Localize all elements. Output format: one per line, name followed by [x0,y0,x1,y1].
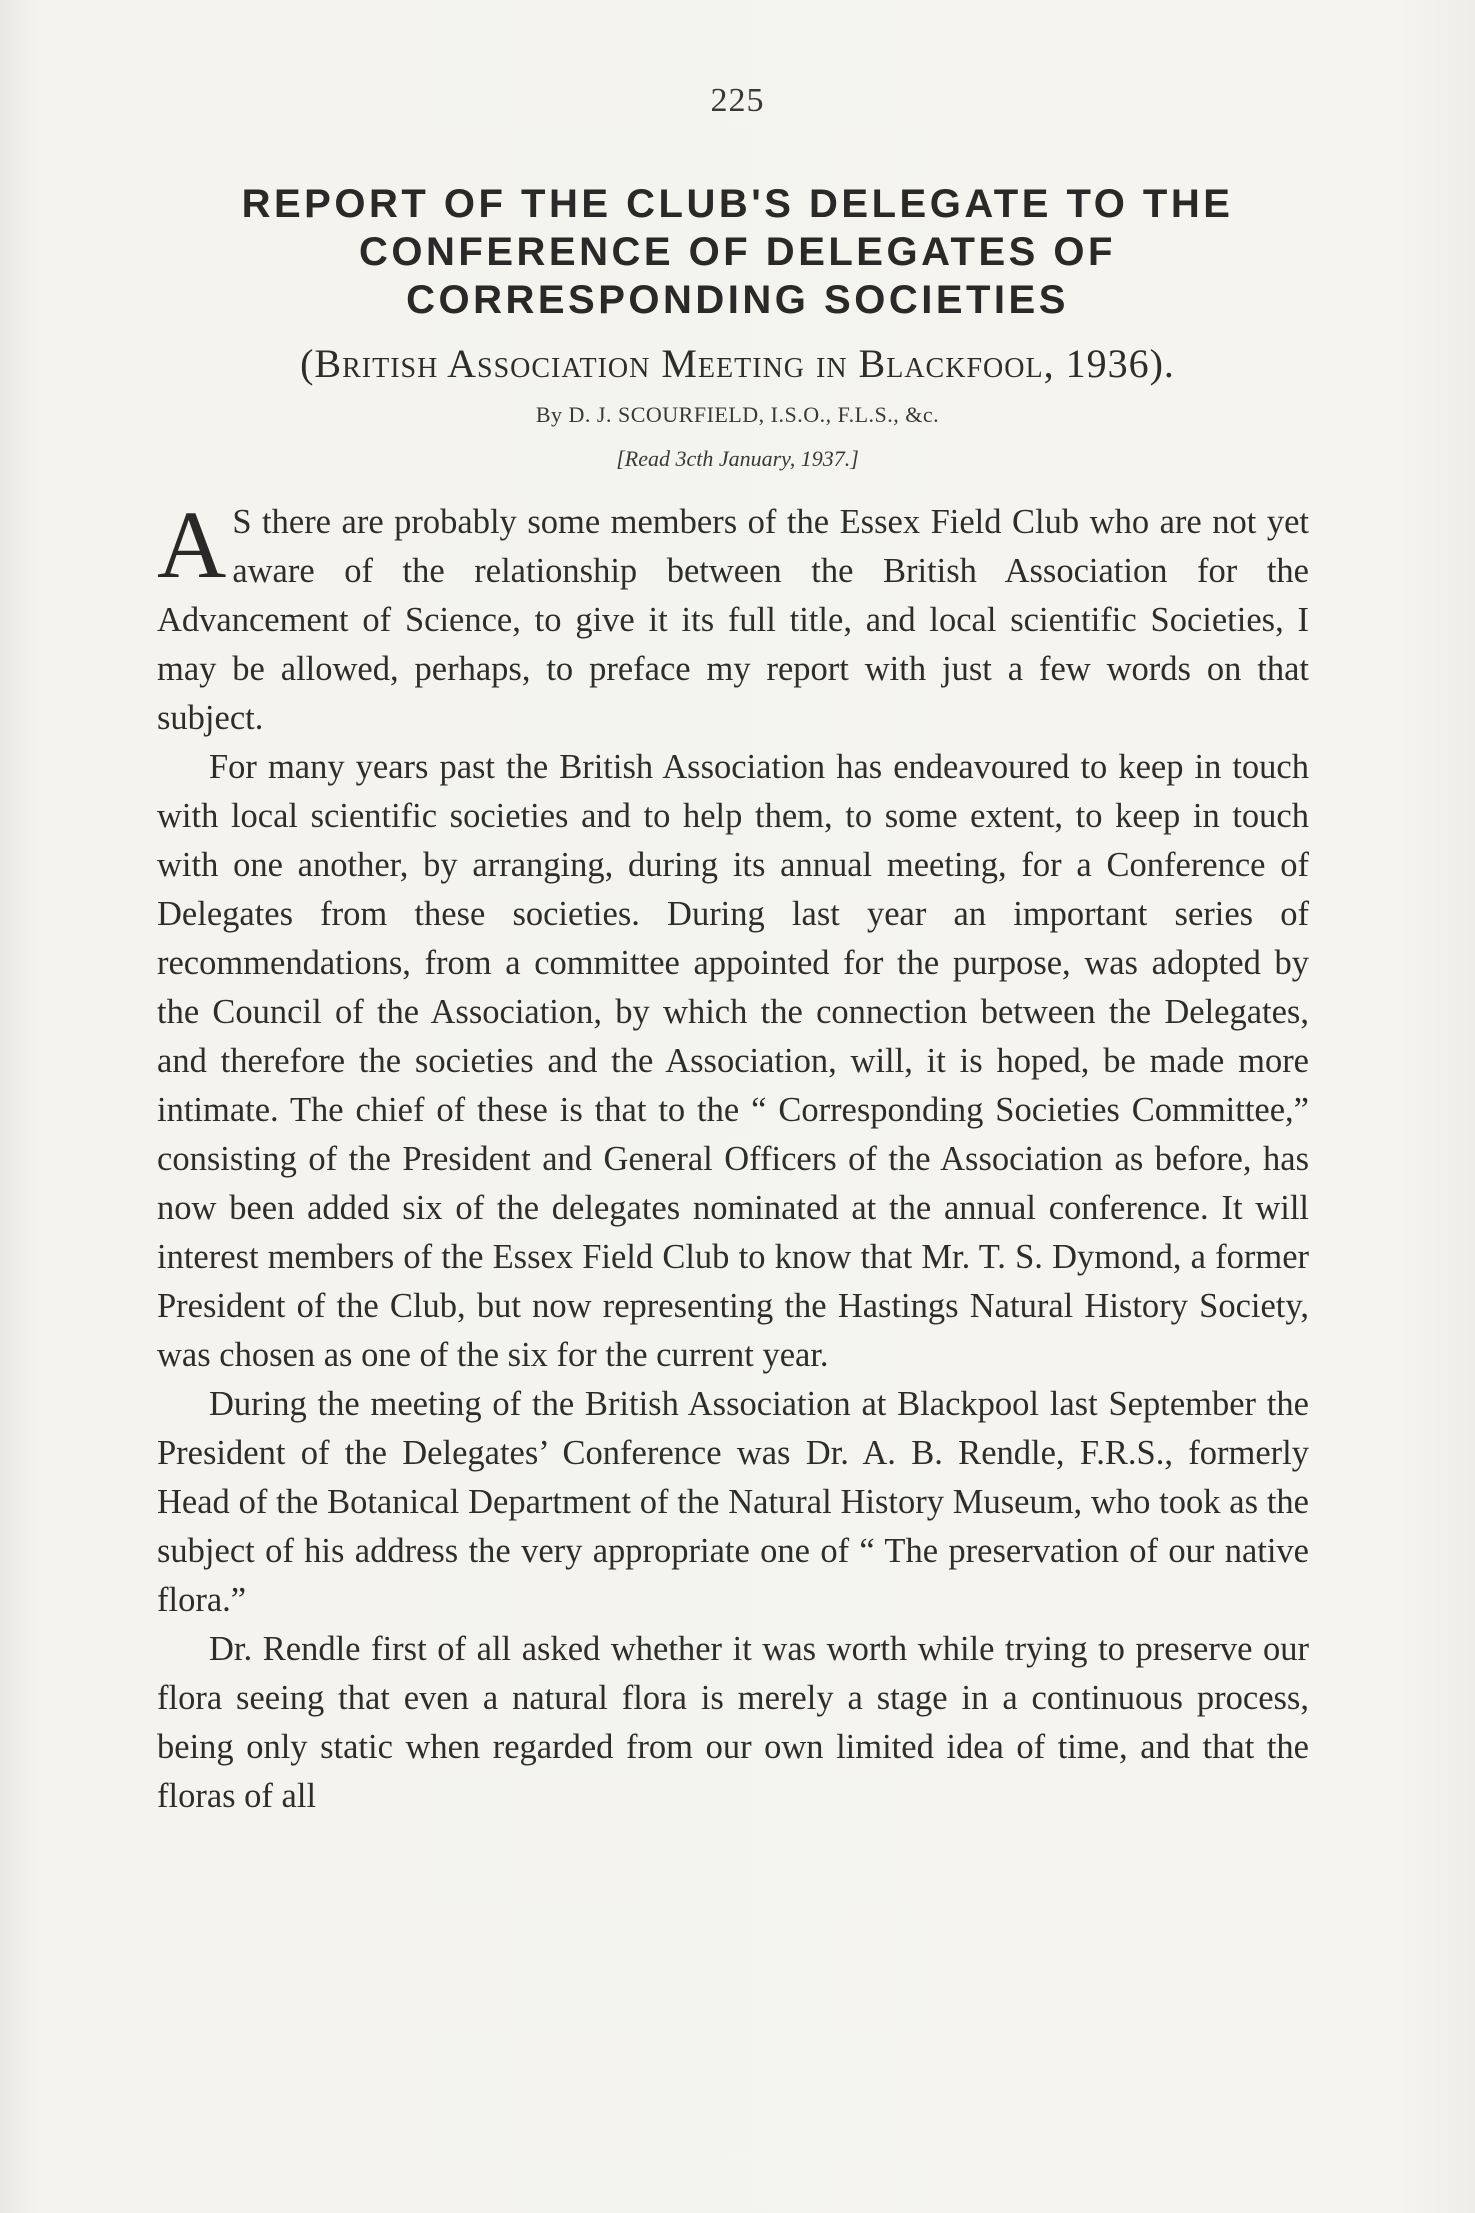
paragraph-1 [157,491,1309,743]
paragraph-4: Dr. Rendle first of all asked whether it was worth while trying to preserve our flora seeing that even a natural flora is merely a stage in a continuous process, being only static when regarded from our own limited idea of time, and that the floras of all [157,1630,1309,1815]
paragraph-3: During the meeting of the British Association at Blackpool last September the President of the Delegates’ Conference was Dr. A. B. Rendle, F.R.S., formerly Head of the Botanical Department of the Natural History Museum, who took as the subject of his address the very appropriate one of “ The preservation of our native flora.” [157,1385,1309,1619]
title-line-1: REPORT OF THE CLUB'S DELEGATE TO THE [241,182,1234,226]
drop-cap: A [157,491,227,598]
paragraph-2: For many years past the British Association has endeavoured to keep in touch with local scientific societies and to help them, to some extent, to keep in touch with one another, by arranging, during its annual meeting, for a Conference of Delegates from these societies. During last year an important series of recommendations, from a committee appointed for the purpose, was adopted by the Council of the Association, by which the connection between the Delegates, and therefore the societies and the Association, will, it is hoped, be made more intimate. The chief of these is that to the “ Corresponding Societies Committee,” consisting of the President and General Officers of the Association as before, has now been added six of the delegates nominated at the annual conference. It will interest members of the Essex Field Club to know that Mr. T. S. Dymond, a former President of the Club, but now representing the Hastings Natural History Society, was chosen as one of the six for the current year. [157,748,1309,1374]
paragraph-1-text: S there are probably some members of the Essex Field Club who are not yet aware of the relationship between the British Association for the Advancement of Science, to give it its full title, and local scientific Societies, I may be allowed, perhaps, to preface my report with just a few words on that subject. [157,503,1309,737]
page-number: 225 [710,82,765,119]
read-date: [Read 3cth January, 1937.] [616,446,859,471]
title-line-2: CONFERENCE OF DELEGATES OF [359,230,1116,274]
author-byline: By D. J. SCOURFIELD, I.S.O., F.L.S., &c. [535,402,940,427]
title-line-3: CORRESPONDING SOCIETIES [406,278,1069,322]
article-title [140,180,1335,324]
article-subtitle: (British Association Meeting in Blackfool, 1936). [300,341,1175,386]
article-body [157,491,1309,1821]
